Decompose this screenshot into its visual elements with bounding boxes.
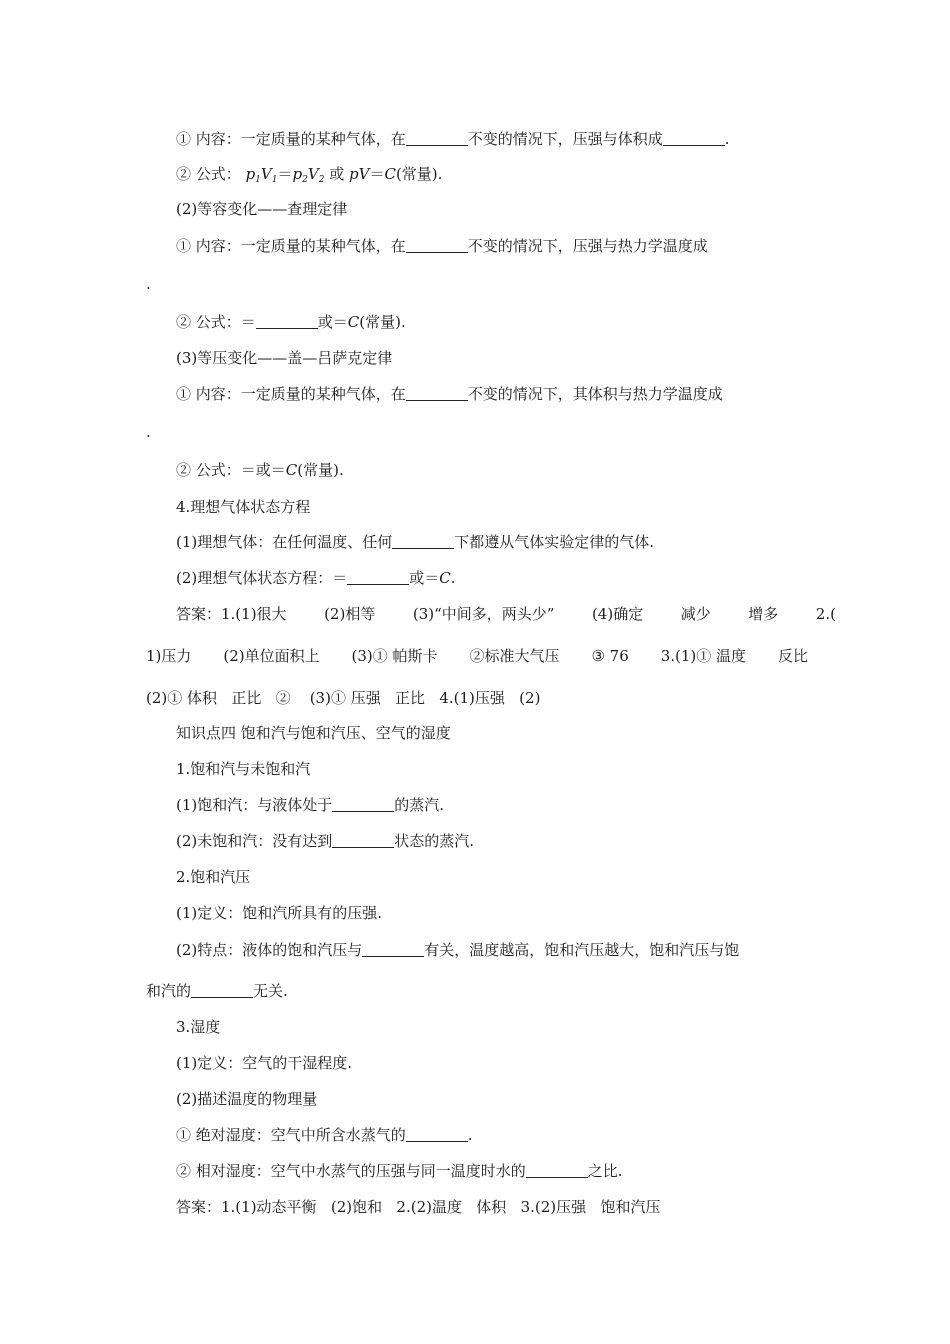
boyle-formula: ② 公式： $p_1V_1=p_2V_2$ 或 pV＝C(常量). (176, 165, 443, 185)
charles-title: (2)等容变化——查理定律 (176, 200, 348, 218)
fill-blank[interactable] (663, 131, 725, 146)
svp-feature-cont: 和汽的 无关. (146, 982, 288, 1000)
fill-blank[interactable] (406, 131, 468, 146)
fill-blank[interactable] (526, 1163, 588, 1178)
gl-content: ① 内容：一定质量的某种气体，在 不变的情况下，其体积与热力学温度成 (176, 385, 723, 403)
answer-line-2: 1)压力 (2)单位面积上 (3)① 帕斯卡 ②标准大气压 ③ 76 3.(1)① 温度 反比 (146, 647, 808, 665)
answer-line-1: 答案：1.(1)很大 (2)相等 (3)“中间多，两头少” (4)确定 减少 增多 2.( (176, 605, 836, 623)
ideal-gas-def: (1)理想气体：在任何温度、任何 下都遵从气体实验定律的气体. (176, 533, 655, 551)
fill-blank[interactable] (332, 797, 394, 812)
humidity-title: 3.湿度 (176, 1018, 221, 1036)
section-title-kp4: 知识点四 饱和汽与饱和汽压、空气的湿度 (176, 724, 451, 742)
answer-line-3: (2)① 体积 正比 ② (3)① 压强 正比 4.(1)压强 (2) (146, 689, 541, 707)
charles-formula: ② 公式：＝ 或＝C(常量). (176, 313, 406, 331)
svp-feature: (2)特点：液体的饱和汽压与 有关，温度越高，饱和汽压越大，饱和汽压与饱 (176, 941, 740, 959)
boyle-content: ① 内容：一定质量的某种气体，在 不变的情况下，压强与体积成 . (176, 130, 730, 148)
gl-formula: ② 公式：＝或＝C(常量). (176, 461, 344, 479)
fill-blank[interactable] (362, 942, 424, 957)
ideal-gas-equation: (2)理想气体状态方程：＝ 或＝C. (176, 569, 456, 587)
gl-title: (3)等压变化——盖—吕萨克定律 (176, 349, 393, 367)
svp-def: (1)定义：饱和汽所具有的压强. (176, 904, 383, 922)
charles-dot: . (146, 275, 151, 293)
fill-blank[interactable] (406, 386, 468, 401)
formula-math: $p_1V_1$ (245, 165, 278, 185)
fill-blank[interactable] (332, 833, 394, 848)
fill-blank[interactable] (256, 314, 318, 329)
humidity-quantities: (2)描述温度的物理量 (176, 1090, 318, 1108)
unsat-vapor-def: (2)未饱和汽：没有达到 状态的蒸汽. (176, 832, 475, 850)
fill-blank[interactable] (406, 238, 468, 253)
relative-humidity: ② 相对湿度：空气中水蒸气的压强与同一温度时水的 之比. (176, 1162, 623, 1180)
fill-blank[interactable] (347, 570, 409, 585)
sat-title: 1.饱和汽与未饱和汽 (176, 760, 311, 778)
charles-content: ① 内容：一定质量的某种气体，在 不变的情况下，压强与热力学温度成 (176, 237, 708, 255)
sat-vapor-def: (1)饱和汽：与液体处于 的蒸汽. (176, 796, 445, 814)
fill-blank[interactable] (406, 1127, 468, 1142)
svp-title: 2.饱和汽压 (176, 868, 251, 886)
fill-blank[interactable] (392, 534, 454, 549)
ideal-title: 4.理想气体状态方程 (176, 498, 311, 516)
humidity-def: (1)定义：空气的干湿程度. (176, 1054, 353, 1072)
absolute-humidity: ① 绝对湿度：空气中所含水蒸气的 . (176, 1126, 473, 1144)
fill-blank[interactable] (191, 983, 253, 998)
answer-block-2: 答案：1.(1)动态平衡 (2)饱和 2.(2)温度 体积 3.(2)压强 饱和汽压 (176, 1198, 661, 1216)
gl-dot: . (146, 423, 151, 441)
